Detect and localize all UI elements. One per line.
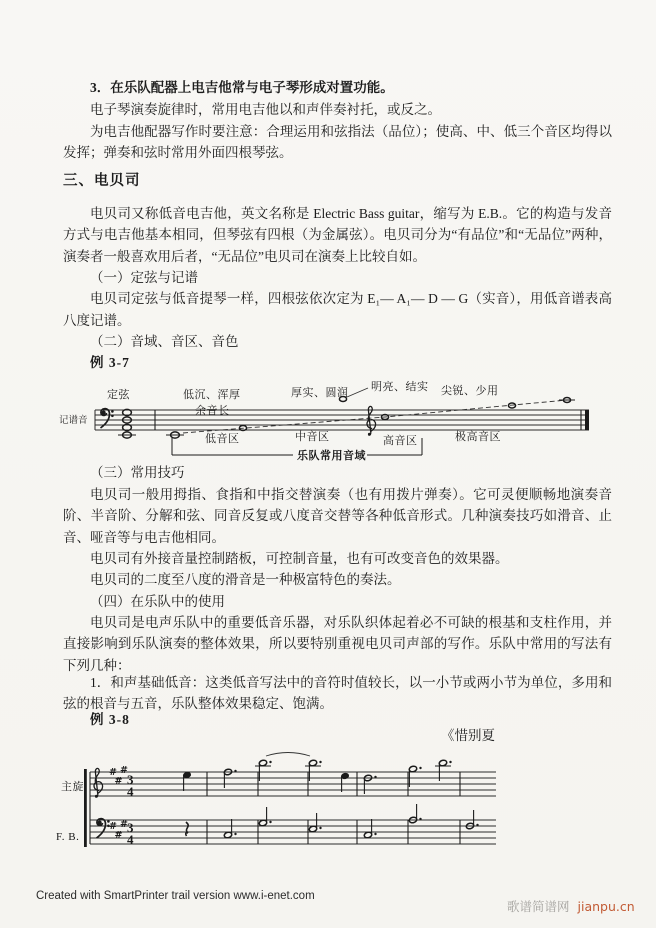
sharp-icon: #: [109, 821, 117, 832]
figure-3-7-range-diagram: [55, 372, 600, 472]
bass-staff-lines: [90, 820, 496, 844]
tuning-label: 定弦: [107, 389, 130, 401]
section-heading-electric-bass: 三、电贝司: [63, 173, 141, 189]
high-register-label: 高音区: [383, 435, 418, 447]
paragraph-writing-tips: 为电吉他配器写作时要注意：合理运用和弦指法（品位）；使高、中、低三个音区均得以发挥；弹奏和弦时常用外面四根琴弦。: [63, 123, 612, 160]
sharp-icon: #: [114, 830, 123, 841]
quarter-rest-icon: [186, 822, 188, 836]
sharp-icon: #: [120, 765, 128, 776]
top-register-label: 极高音区: [455, 431, 501, 443]
melody-notes: [183, 753, 452, 795]
treble-clef-icon: [367, 406, 376, 435]
low-register-label: 低音区: [205, 433, 240, 445]
treble-clef-icon: [94, 768, 103, 797]
sharp-icon: #: [109, 767, 117, 778]
system-bracket: [84, 769, 87, 847]
paragraph-bass-intro: 电贝司又称低音电吉他，英文名称是 Electric Bass guitar，缩写为 E.B.。它的构造与发音方式与电吉他基本相同，但琴弦有四根（为金属弦）。电贝司分为“有品位”和“无品位”两种，演奏者一般喜欢用后者，“无品位”电贝司在演奏上比较自如。: [63, 205, 612, 264]
sharp-icon: #: [114, 776, 123, 787]
paragraph-band-role: 电贝司是电声乐队中的重要低音乐器，对乐队织体起着必不可缺的根基和支柱作用，并直接影响到乐队演奏的整体效果，所以要特别重视电贝司声部的写作。乐队中常用的写法有下列几种：: [63, 614, 612, 673]
paragraph-harmonic-bass: 1．和声基础低音：这类低音写法中的音符时值较长，以一小节或两小节为单位，多用和弦的根音与五音，乐队整体效果稳定、饱满。: [63, 674, 612, 711]
high-register-tone-label: 明亮、结实: [371, 381, 429, 393]
top-register-tone-label: 尖锐、少用: [441, 385, 499, 397]
slur: [266, 753, 310, 757]
subheading-techniques: （三）常用技巧: [90, 465, 185, 480]
low-register-tone-label: 低沉、浑厚: [183, 389, 241, 401]
bass-staff-label: F. B.: [56, 831, 80, 843]
tuning-chord-notes: [118, 409, 136, 438]
time-signature-numerator: 3: [127, 820, 134, 835]
mid-register-tone-label: 厚实、圆润: [291, 387, 349, 399]
notated-pitch-label: 记谱音: [59, 416, 88, 426]
subheading-tuning-notation: （一）定弦与记谱: [90, 269, 198, 285]
time-signature-denominator: 4: [127, 784, 134, 799]
figure-3-7-label: 例 3-7: [90, 354, 130, 370]
print-watermark: Created with SmartPrinter trail version www.i-enet.com: [36, 890, 315, 902]
figure-3-8-song-title: 《惜别夏: [441, 728, 495, 743]
site-name: 歌谱简谱网: [507, 899, 570, 914]
paragraph-technique: 电贝司一般用拇指、食指和中指交替演奏（也有用拨片弹奏）。它可灵便顺畅地演奏音阶、半音阶、分解和弦、同音反复或八度音交替等各种低音形式。几种演奏技巧如滑音、止音、哑音等与电吉他相同。: [63, 486, 612, 545]
subheading-band-usage: （四）在乐队中的使用: [90, 593, 225, 609]
range-low-note: [166, 432, 184, 438]
paragraph-volume-pedal: 电贝司有外接音量控制踏板，可控制音量，也有可改变音色的效果器。: [90, 550, 509, 566]
orchestra-range-label: 乐队常用音域: [297, 450, 366, 462]
sharp-icon: #: [120, 819, 128, 830]
paragraph-opposition: 3．在乐队配器上电吉他常与电子琴形成对置功能。: [90, 80, 394, 95]
paragraph-keyboard: 电子琴演奏旋律时，常用电吉他以和声伴奏衬托，或反之。: [90, 102, 441, 117]
treble-staff-lines: [90, 772, 496, 796]
time-signature-numerator: 3: [127, 772, 134, 787]
figure-3-8-score: [50, 748, 520, 874]
sustain-label: 余音长: [195, 405, 230, 417]
site-url-link: jianpu.cn: [577, 899, 635, 914]
key-signature-sharps: [109, 765, 128, 841]
site-watermark: [507, 897, 635, 915]
barlines: [207, 772, 460, 844]
subheading-range-register: （二）音域、音区、音色: [90, 333, 239, 349]
mid-register-label: 中音区: [295, 431, 330, 443]
paragraph-tuning: 电贝司定弦与低音提琴一样，四根弦依次定为 E₁— A₁— D — G（实音），用低音谱表高八度记谱。: [63, 291, 612, 328]
time-signature-denominator: 4: [127, 832, 134, 847]
melody-staff-label: 主旋: [61, 781, 84, 793]
paragraph-glissando: 电贝司的二度至八度的滑音是一种极富特色的奏法。: [90, 572, 401, 587]
figure-3-8-label: 例 3-8: [90, 711, 130, 727]
staff-lines: [95, 410, 589, 430]
bass-clef-icon: [97, 819, 110, 838]
time-signature: [127, 772, 134, 847]
bass-notes: [186, 804, 479, 839]
